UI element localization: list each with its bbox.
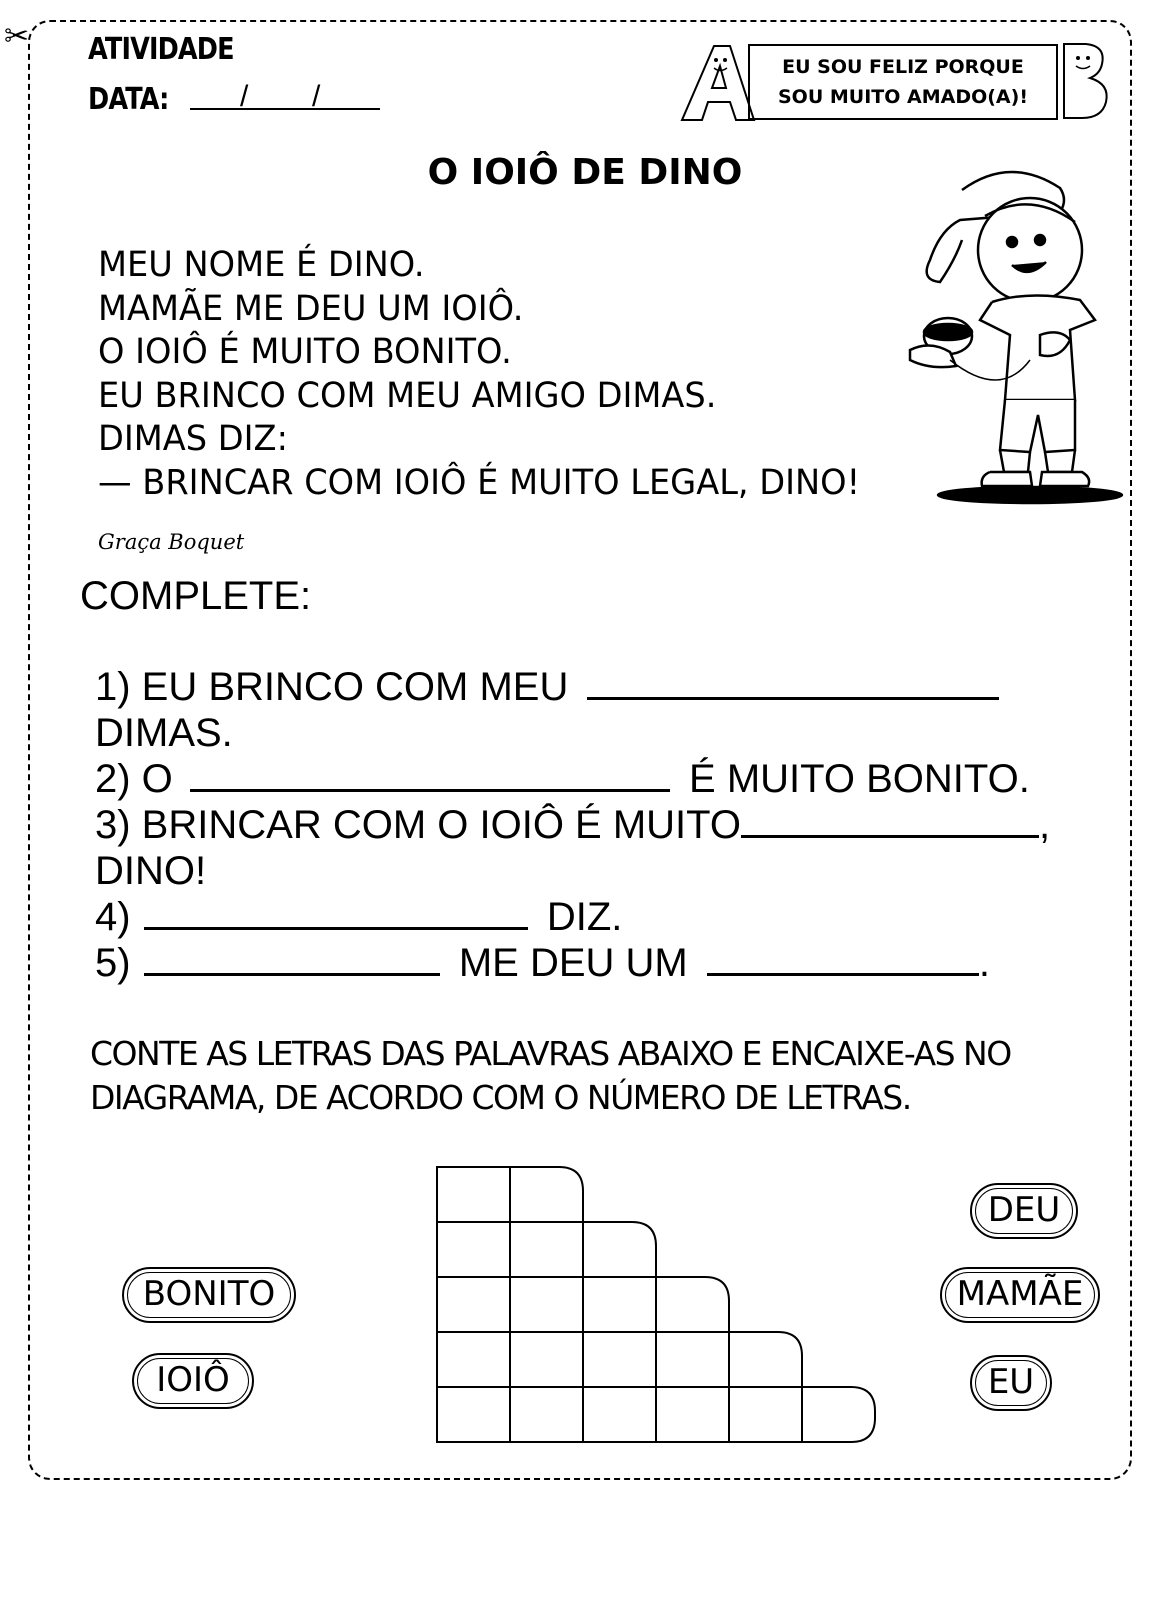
story-line: EU BRINCO COM MEU AMIGO DIMAS. — [98, 375, 717, 416]
grid-cell[interactable] — [437, 1332, 510, 1387]
date-slash: / — [312, 80, 321, 113]
date-label: DATA: — [88, 82, 169, 117]
grid-cell[interactable] — [510, 1387, 583, 1442]
scissors-icon: ✂ — [4, 20, 30, 53]
instruction-line: CONTE AS LETRAS DAS PALAVRAS ABAIXO E ENCAIXE-AS NO — [90, 1034, 1011, 1073]
date-slash: / — [240, 80, 249, 113]
story-line: O IOIÔ É MUITO BONITO. — [98, 332, 512, 372]
grid-cell[interactable] — [437, 1222, 510, 1277]
complete-heading: COMPLETE: — [80, 574, 312, 618]
question-text: . — [978, 941, 990, 985]
story-line: DIMAS DIZ: — [98, 419, 288, 459]
grid-cell[interactable] — [583, 1332, 656, 1387]
question-text: 1) EU BRINCO COM MEU — [95, 665, 569, 709]
question-text: , — [1038, 803, 1051, 847]
grid-cell[interactable] — [656, 1332, 729, 1387]
grid-cell[interactable] — [510, 1167, 583, 1222]
page-title: O IOIÔ DE DINO — [427, 152, 743, 193]
word-deu: DEU — [970, 1183, 1078, 1239]
grid-cell[interactable] — [510, 1277, 583, 1332]
question-text: 4) — [95, 895, 131, 939]
question-text: DIZ. — [546, 895, 623, 939]
grid-cell[interactable] — [510, 1222, 583, 1277]
grid-cell[interactable] — [437, 1167, 510, 1222]
question-text: 2) O — [95, 757, 173, 801]
grid-cell[interactable] — [437, 1277, 510, 1332]
question-text: DINO! — [95, 849, 207, 893]
grid-cell[interactable] — [583, 1222, 656, 1277]
story-line: MEU NOME É DINO. — [98, 245, 425, 285]
question-text: ME DEU UM — [458, 941, 688, 985]
story-line: — BRINCAR COM IOIÔ É MUITO LEGAL, DINO! — [98, 462, 861, 503]
word-eu: EU — [970, 1355, 1052, 1411]
word-ioio: IOIÔ — [132, 1353, 254, 1409]
activity-label: ATIVIDADE — [88, 32, 234, 67]
motto-line: SOU MUITO AMADO(A)! — [778, 86, 1028, 108]
grid-cell[interactable] — [656, 1387, 729, 1442]
story-line: MAMÃE ME DEU UM IOIÔ. — [98, 288, 524, 329]
grid-cell[interactable] — [729, 1387, 802, 1442]
word-mamae: MAMÃE — [940, 1267, 1100, 1323]
instruction-line: DIAGRAMA, DE ACORDO COM O NÚMERO DE LETRAS. — [90, 1078, 911, 1117]
author-credit: Graça Boquet — [98, 530, 245, 554]
grid-cell[interactable] — [729, 1332, 802, 1387]
question-text: DIMAS. — [95, 711, 233, 755]
grid-cell[interactable] — [583, 1387, 656, 1442]
grid-cell[interactable] — [437, 1387, 510, 1442]
grid-cell[interactable] — [656, 1277, 729, 1332]
grid-cell[interactable] — [802, 1387, 875, 1442]
grid-cell[interactable] — [583, 1277, 656, 1332]
question-text: É MUITO BONITO. — [689, 757, 1030, 801]
question-text: 3) BRINCAR COM O IOIÔ É MUITO — [95, 803, 741, 847]
motto-line: EU SOU FELIZ PORQUE — [782, 56, 1024, 78]
word-bonito: BONITO — [122, 1267, 296, 1323]
question-text: 5) — [95, 941, 131, 985]
grid-cell[interactable] — [510, 1332, 583, 1387]
